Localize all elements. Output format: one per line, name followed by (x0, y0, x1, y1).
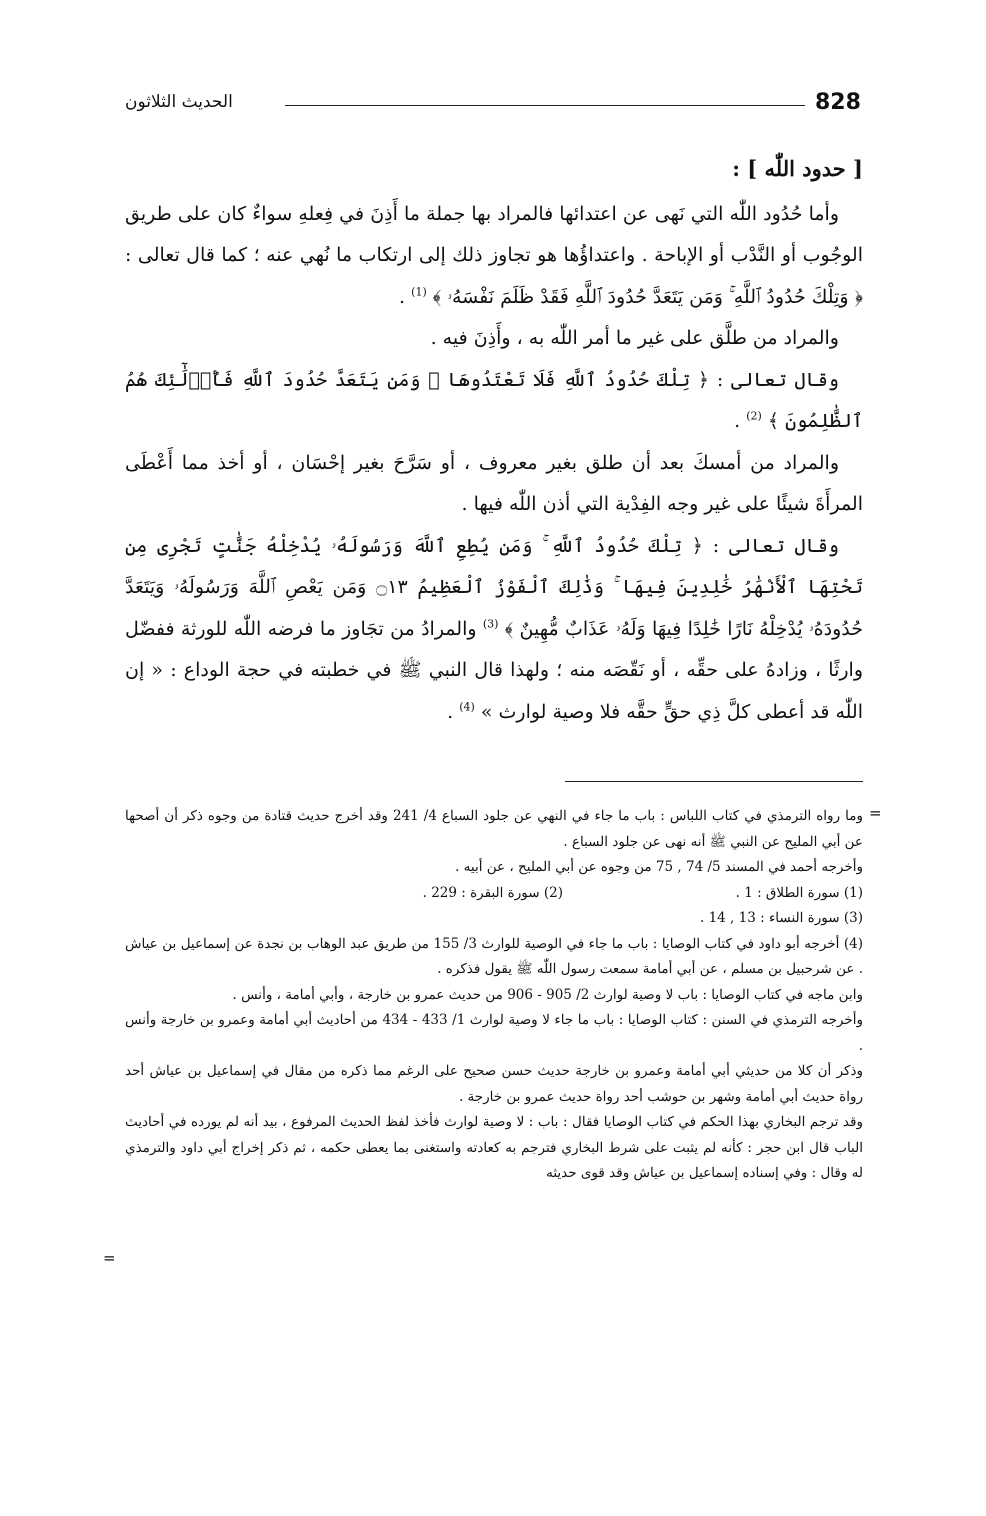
footnote-4-line: وابن ماجه في كتاب الوصايا : باب لا وصية لوارث 2/ 905 - 906 من حديث عمرو بن خارجة ، وأبي أمامة ، وأنس . (232, 986, 863, 1003)
paragraph-tail: والمرادُ من تجَاوز ما فرضه اللّٰه للورثة ففضّل وارثًا ، وزادهُ على حقِّه ، أو نَقّصَه منه ؛ ولهذا قال النبي ﷺ في خطبته في حجة الوداع : « إن اللّٰه قد أعطى كلَّ ذِي حقٍّ حقَّه فلا وصية لوارث » (125, 617, 863, 723)
paragraph-text: والمراد من طلَّق على غير ما أمر اللّٰه به ، وأَذِنَ فيه . (430, 327, 839, 349)
footnote-continued: وما رواه الترمذي في كتاب اللباس : باب ما جاء في النهي عن جلود السباع 4/ 241 وقد أخرج حديث قتادة من وجوه ذكر أن أصحها عن أبي المليح عن النبي ﷺ أنه نهى عن جلود السباع . (125, 808, 863, 850)
quran-verse: ﴿ وَتِلْكَ حُدُودُ ٱللَّهِ ۚ وَمَن يَتَعَدَّ حُدُودَ ٱللَّهِ فَقَدْ ظَلَمَ نَفْسَهُۥ ﴾ (432, 285, 863, 308)
paragraph (125, 526, 863, 734)
footnote-line: وأخرجه أحمد في المسند 5/ 74 , 75 من وجوه عن أبي المليح ، عن أبيه . (455, 859, 863, 875)
paragraph (125, 318, 863, 360)
chapter-title: الحديث الثلاثون (125, 92, 233, 112)
paragraph (125, 443, 863, 526)
page-number: 828 (815, 90, 861, 115)
footnote-2: (2) سورة البقرة : 229 . (422, 884, 563, 901)
quran-verse: ﴿ تِلْكَ حُدُودُ ٱللَّهِ فَلَا تَعْتَدُوهَا ۚ وَمَن يَتَعَدَّ حُدُودَ ٱللَّهِ فَأُو۟لَٰٓئِكَ هُمُ ٱلظَّٰلِمُونَ ﴾ (125, 368, 863, 432)
quran-verse: ﴿ تِلْكَ حُدُودُ ٱللَّهِ ۚ وَمَن يُطِعِ ٱللَّهَ وَرَسُولَهُۥ يُدْخِلْهُ جَنَّٰتٍ تَجْرِى مِن تَحْتِهَا ٱلْأَنْهَٰرُ خَٰلِدِينَ فِيهَا ۚ وَذَٰلِكَ ٱلْفَوْزُ ٱلْعَظِيمُ ۝١٣ وَمَن يَعْصِ ٱللَّهَ وَرَسُولَهُۥ وَيَتَعَدَّ حُدُودَهُۥ يُدْخِلْهُ نَارًا خَٰلِدًا فِيهَا وَلَهُۥ عَذَابٌ مُّهِينٌ ﴾ (125, 534, 863, 640)
continued-mark: = (103, 1249, 116, 1267)
book-page (103, 80, 882, 1320)
footnote-4-line: وأخرجه الترمذي في السنن : كتاب الوصايا : باب ما جاء لا وصية لوارث 1/ 433 - 434 من أحاديث أبي أمامة وعمرو بن خارجة وأنس . (125, 1012, 863, 1054)
footnotes (125, 804, 863, 1187)
paragraph (125, 194, 863, 319)
section-heading: [ حدود اللّٰه ] : (732, 156, 863, 181)
footnote-4-line: وقد ترجم البخاري بهذا الحكم في كتاب الوصايا فقال : باب : لا وصية لوارث فأخذ لفظ الحديث المرفوع ، بيد أنه لم يورده في أحاديث الباب قال ابن حجر : كأنه لم يثبت على شرط البخاري فترجم به كعادته واستغنى بما يعطى حكمه ، ثم ذكر إخراج أبي داود والترمذي له وقال : وفي إسناده إسماعيل بن عياش وقد قوى حديثه (125, 1114, 863, 1181)
paragraph-tail: . (447, 700, 460, 723)
footnote-separator (565, 781, 863, 782)
main-text (125, 148, 863, 733)
paragraph (125, 360, 863, 443)
footnote-ref: (1) (411, 285, 427, 299)
footnote-ref: (3) (482, 617, 499, 631)
paragraph-text: والمراد من أمسكَ بعد أن طلق بغير معروف ، أو سَرَّحَ بغير إحْسَان ، أو أخذ مما أَعْطَى المرأَةَ شيئًا على غير وجه الفِدْية التي أذن اللّٰه فيها . (125, 451, 863, 515)
footnote-3: (3) سورة النساء : 13 , 14 . (699, 910, 863, 926)
footnote-row (125, 881, 863, 907)
continuation-mark: = (869, 804, 882, 822)
footnote-ref: (2) (746, 409, 762, 423)
paragraph-text: وأما حُدُود اللّٰه التي نَهى عن اعتدائها فالمراد بها جملة ما أَذِنَ في فِعلهِ سواءٌ كان على طريق الوجُوب أو النَّدْب أو الإباحة . واعتداؤُها هو تجاوز ذلك إلى ارتكاب ما نُهي عنه ؛ كما قال تعالى : (125, 202, 863, 266)
footnote-ref: (4) (459, 700, 475, 714)
paragraph-text: وقال تعالى : (716, 368, 839, 391)
paragraph-tail: . (734, 410, 747, 432)
paragraph-tail: . (399, 285, 412, 308)
footnote-1: (1) سورة الطلاق : 1 . (735, 884, 863, 901)
footnote-4-line: وذكر أن كلا من حديثي أبي أمامة وعمرو بن خارجة حديث حسن صحيح على الرغم مما ذكره من مقال في إسماعيل بن عياش أحد رواة حديث أبي أمامة وشهر بن حوشب أحد رواة حديث عمرو بن خارجة . (125, 1063, 863, 1105)
footnote-4: (4) أخرجه أبو داود في كتاب الوصايا : باب ما جاء في الوصية للوارث 3/ 155 من طريق عبد الوهاب بن نجدة عن إسماعيل بن عياش . عن شرحبيل بن مسلم ، عن أبي أمامة سمعت رسول اللّٰه ﷺ يقول فذكره . (125, 935, 864, 977)
paragraph-text: وقال تعالى : (712, 534, 839, 557)
header-rule (285, 105, 805, 106)
running-header (125, 90, 863, 120)
